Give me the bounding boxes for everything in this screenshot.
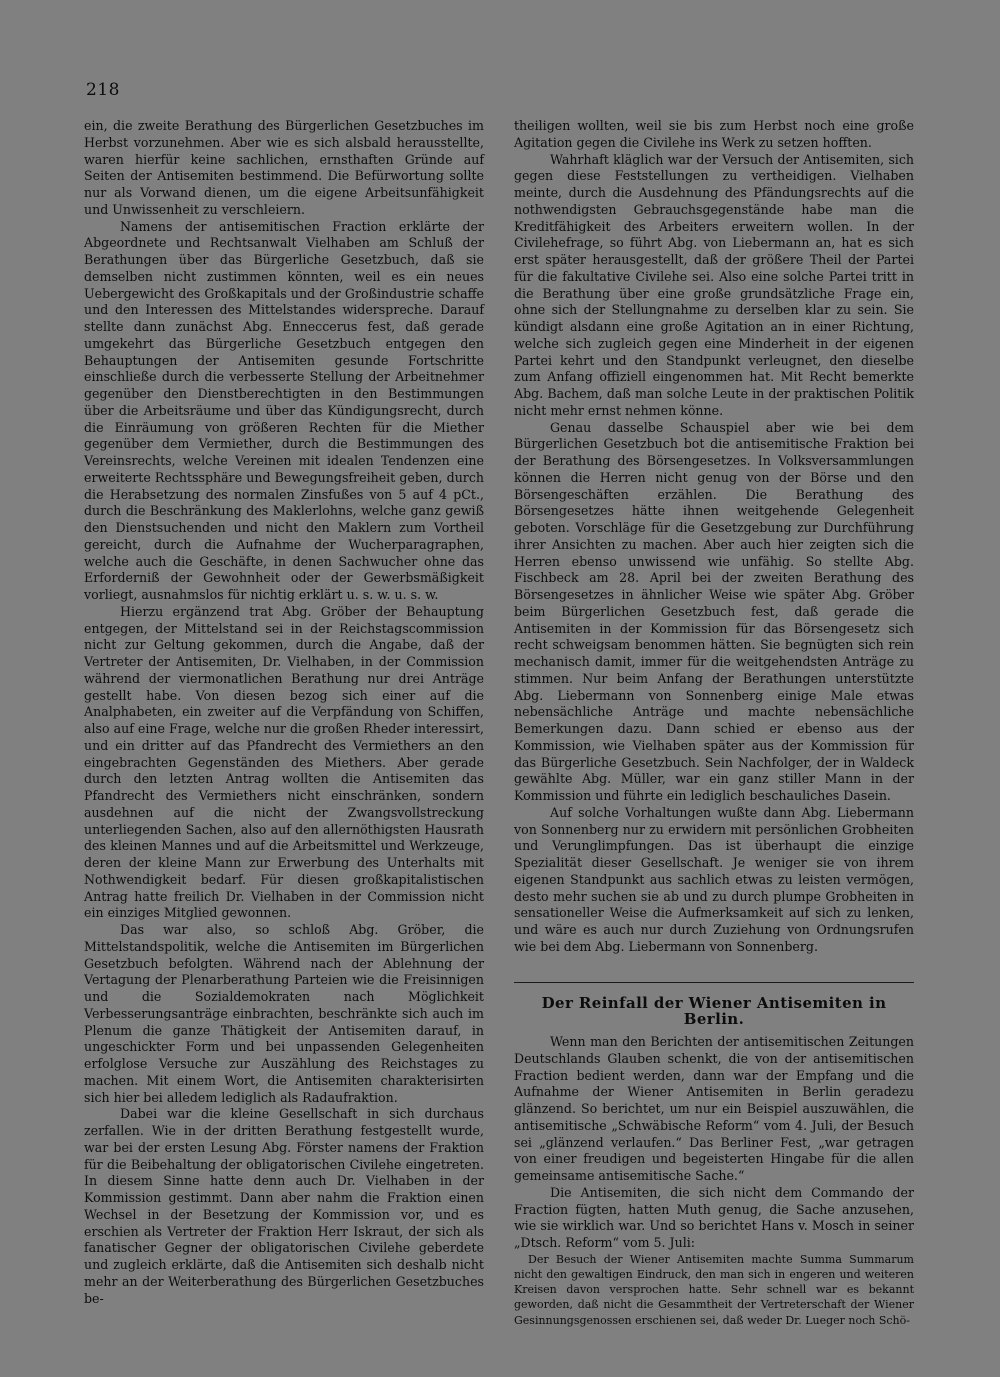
quoted-excerpt xyxy=(514,1252,914,1328)
quote-paragraph: Der Besuch der Wiener Antisemiten machte Summa Summarum nicht den gewaltigen Eindruck, den man sich in engeren und weiteren Kreisen davon versprochen hatte. Sehr schnell war es bekannt geworden, daß nicht die Gesammtheit der Vertreterschaft der Wiener Gesinnungsgenossen erschienen sei, daß weder Dr. Lueger noch Schö- xyxy=(514,1252,914,1327)
article-paragraph: Auf solche Vorhaltungen wußte dann Abg. Liebermann von Sonnenberg nur zu erwidern mit persönlichen Grobheiten und Verunglimpfungen. Das ist überhaupt die einzige Spezialität dieser Gesellschaft. Je weniger sie von ihrem eigenen Standpunkt aus sachlich etwas zu leisten vermögen, desto mehr suchen sie ab und zu durch plumpe Grobheiten in sensationeller Weise die Aufmerksamkeit auf sich zu lenken, und wäre es auch nur durch Zuziehung von Ordnungsrufen wie bei dem Abg. Liebermann von Sonnenberg. xyxy=(514,804,914,954)
left-column xyxy=(84,118,484,1307)
page-number: 218 xyxy=(86,80,120,100)
article-paragraph: Genau dasselbe Schauspiel aber wie bei dem Bürgerlichen Gesetzbuch bot die antisemitische Fraktion bei der Berathung des Börsengesetzes. In Volksversammlungen können die Herren nicht genug von der Börse und den Börsengeschäften erzählen. Die Berathung des Börsengesetzes hätte ihnen weitgehende Gelegenheit geboten. Vorschläge für die Gesetzgebung zur Durchführung ihrer Ansichten zu machen. Aber auch hier zeigten sich die Herren ebenso unwissend wie unfähig. So stellte Abg. Fischbeck am 28. April bei der zweiten Berathung des Börsengesetzes in ähnlicher Weise wie später Abg. Gröber beim Bürgerlichen Gesetzbuch fest, daß gerade die Antisemiten in der Kommission für das Börsengesetz sich recht schweigsam benommen hätten. Sie begnügten sich rein mechanisch damit, immer für die weitgehendsten Anträge zu stimmen. Nur beim Anfang der Berathungen unterstützte Abg. Liebermann von Sonnenberg einige Male etwas nebensächliche Anträge und machte nebensächliche Bemerkungen dazu. Dann schied er ebenso aus der Kommission, wie Vielhaben später aus der Kommission für das Bürgerliche Gesetzbuch. Sein Nachfolger, der in Waldeck gewählte Abg. Müller, war ein ganz stiller Mann in der Kommission und führte ein lediglich beschauliches Dasein. xyxy=(514,419,914,803)
article-paragraph: theiligen wollten, weil sie bis zum Herbst noch eine große Agitation gegen die Civilehe ins Werk zu setzen hofften. xyxy=(514,118,914,150)
article-paragraph: Dabei war die kleine Gesellschaft in sich durchaus zerfallen. Wie in der dritten Berathung festgestellt wurde, war bei der ersten Lesung Abg. Förster namens der Fraktion für die Beibehaltung der obligatorischen Civilehe eingetreten. In diesem Sinne hatte denn auch Dr. Vielhaben in der Kommission gestimmt. Dann aber nahm die Fraktion einen Wechsel in der Besetzung der Kommission vor, und es erschien als Vertreter der Fraktion Herr Iskraut, der sich als fanatischer Gegner der obligatorischen Civilehe geberdete und zugleich erklärte, daß die Antisemiten sich deshalb nicht mehr an der Weiterberathung des Bürgerlichen Gesetzbuches be- xyxy=(84,1106,484,1306)
article-paragraph: Das war also, so schloß Abg. Gröber, die Mittelstandspolitik, welche die Antisemiten im Bürgerlichen Gesetzbuch befolgten. Während nach der Ablehnung der Vertagung der Plenarberathung Parteien wie die Freisinnigen und die Sozialdemokraten nach Möglichkeit Verbesserungsanträge einbrachten, beschränkte sich auch im Plenum die ganze Thätigkeit der Antisemiten darauf, in ungeschickter Form und bei unpassenden Gelegenheiten erfolglose Versuche zur Auszählung des Reichstages zu machen. Mit einem Wort, die Antisemiten charakterisirten sich hier bei alledem lediglich als Radaufraktion. xyxy=(84,922,484,1105)
article-paragraph: ein, die zweite Berathung des Bürgerlichen Gesetzbuches im Herbst vorzunehmen. Aber wie es sich alsbald herausstellte, waren hierfür keine sachlichen, ernsthaften Gründe auf Seiten der Antisemiten bestimmend. Die Befürwortung sollte nur als Vorwand dienen, um die eigene Arbeitsunfähigkeit und Unwissenheit zu verschleiern. xyxy=(84,118,484,217)
article-paragraph: Wahrhaft kläglich war der Versuch der Antisemiten, sich gegen diese Feststellungen zu vertheidigen. Vielhaben meinte, durch die Ausdehnung des Pfändungsrechts auf die nothwendigsten Gebrauchsgegenstände habe man die Kreditfähigkeit des Arbeiters erweitern wollen. In der Civilehefrage, so führt Abg. von Liebermann an, hat es sich erst später herausgestellt, daß der größere Theil der Partei für die fakultative Civilehe sei. Also eine solche Partei tritt in die Berathung über eine große grundsätzliche Frage ein, ohne sich der Stellungnahme zu derselben klar zu sein. Sie kündigt alsdann eine große Agitation an in einer Richtung, welche sich zugleich gegen eine Minderheit in der eigenen Partei kehrt und den Standpunkt verleugnet, den dieselbe zum Anfang offiziell eingenommen hat. Mit Recht bemerkte Abg. Bachem, daß man solche Leute in der praktischen Politik nicht mehr ernst nehmen könne. xyxy=(514,151,914,418)
article-paragraph: Wenn man den Berichten der antisemitischen Zeitungen Deutschlands Glauben schenkt, die von der antisemitischen Fraction bedient werden, dann war der Empfang und die Aufnahme der Wiener Antisemiten in Berlin geradezu glänzend. So berichtet, um nur ein Beispiel auszuwählen, die antisemitische „Schwäbische Reform“ vom 4. Juli, der Besuch sei „glänzend verlaufen.“ Das Berliner Fest, „war getragen von einer freudigen und begeisterten Hingabe für die allen gemeinsame antisemitische Sache.“ xyxy=(514,1034,914,1183)
article-paragraph: Die Antisemiten, die sich nicht dem Commando der Fraction fügten, hatten Muth genug, die Sache anzusehen, wie sie wirklich war. Und so berichtet Hans v. Mosch in seiner „Dtsch. Reform“ vom 5. Juli: xyxy=(514,1184,914,1250)
right-column xyxy=(514,118,914,1328)
section-divider xyxy=(514,982,914,983)
article-paragraph: Hierzu ergänzend trat Abg. Gröber der Behauptung entgegen, der Mittelstand sei in der Reichstagscommission nicht zur Geltung gekommen, durch die Angabe, daß der Vertreter der Antisemiten, Dr. Vielhaben, in der Commission während der viermonatlichen Berathung nur drei Anträge gestellt habe. Von diesen bezog sich einer auf die Analphabeten, ein zweiter auf die Verpfändung von Schiffen, also auf eine Frage, welche nur die großen Rheder interessirt, und ein dritter auf das Pfandrecht des Vermiethers an den eingebrachten Gegenständen des Miethers. Aber gerade durch den letzten Antrag wollten die Antisemiten das Pfandrecht des Vermiethers nicht einschränken, sondern ausdehnen auf die nicht der Zwangsvollstreckung unterliegenden Sachen, also auf den allernöthigsten Hausrath des kleinen Mannes und auf die Arbeitsmittel und Werkzeuge, deren der kleine Mann zur Erwerbung des Unterhalts mit Nothwendigkeit bedarf. Für diesen großkapitalistischen Antrag hatte freilich Dr. Vielhaben in der Commission nicht ein einziges Mitglied gewonnen. xyxy=(84,603,484,921)
section-heading: Der Reinfall der Wiener Antisemiten in Berlin. xyxy=(541,993,887,1029)
article-paragraph: Namens der antisemitischen Fraction erklärte der Abgeordnete und Rechtsanwalt Vielhaben am Schluß der Berathungen über das Bürgerliche Gesetzbuch, daß sie demselben nicht zustimmen könnten, weil es ein neues Uebergewicht des Großkapitals und der Großindustrie schaffe und den Interessen des Mittelstandes widerspreche. Darauf stellte dann zunächst Abg. Enneccerus fest, daß gerade umgekehrt das Bürgerliche Gesetzbuch entgegen den Behauptungen der Antisemiten gesunde Fortschritte einschließe durch die verbesserte Stellung der Arbeitnehmer gegenüber den Dienstberechtigten in den Bestimmungen über die Arbeitsräume und über das Kündigungsrecht, durch die Einräumung von größeren Rechten für die Miether gegenüber dem Vermiether, durch die Bestimmungen des Vereinsrechts, welche Vereinen mit idealen Tendenzen eine erweiterte Rechtssphäre und Bewegungsfreiheit geben, durch die Herabsetzung des normalen Zinsfußes von 5 auf 4 pCt., durch die Beschränkung des Maklerlohns, welche ganz gewiß den Dienstsuchenden und nicht den Maklern zum Vortheil gereicht, durch die Aufnahme der Wucherparagraphen, welche auch die Geschäfte, in denen Sachwucher ohne das Erforderniß der Gewohnheit oder der Gewerbsmäßigkeit vorliegt, ausnahmslos für nichtig erklärt u. s. w. u. s. w. xyxy=(84,218,484,602)
